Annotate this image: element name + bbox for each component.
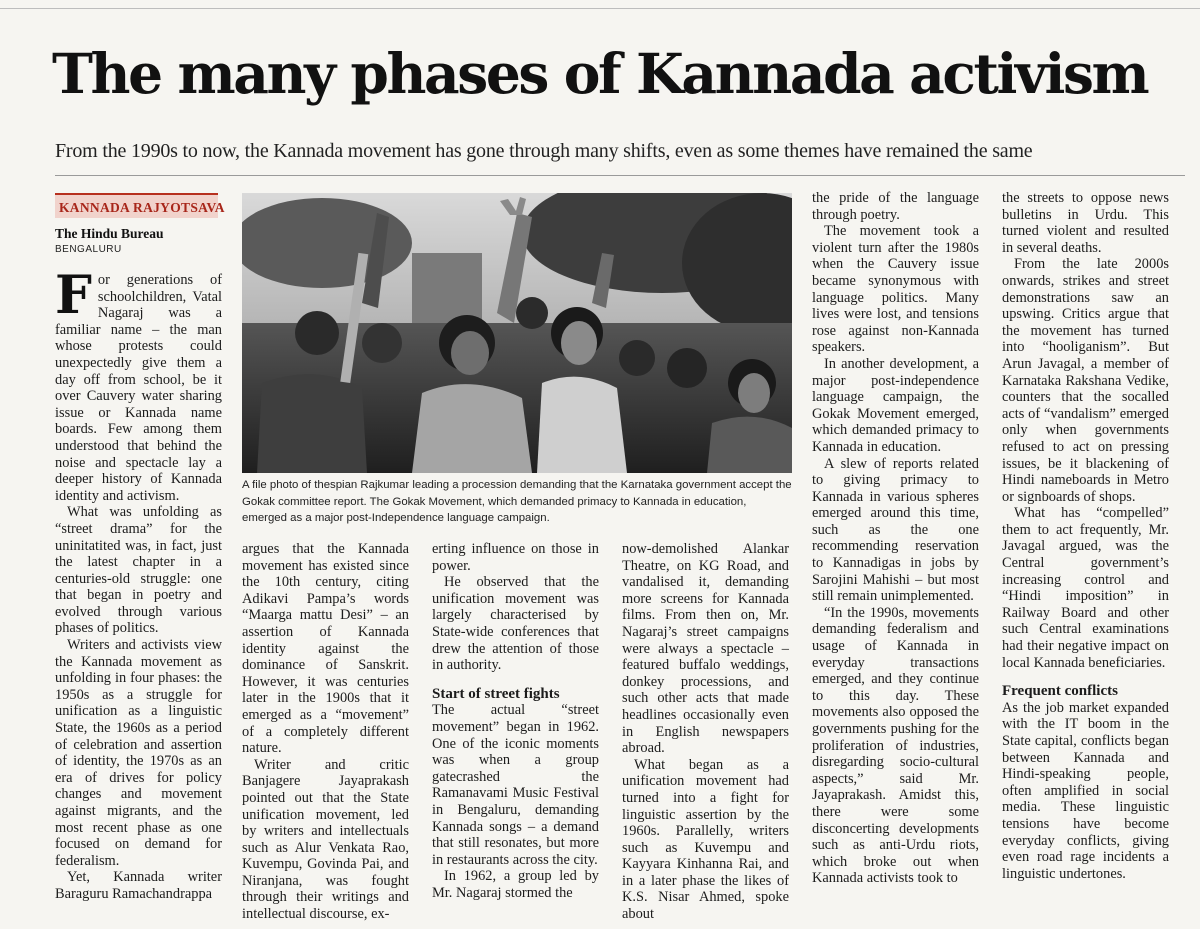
byline: The Hindu Bureau	[55, 226, 164, 241]
photo-caption: A file photo of thespian Rajkumar leading a procession demanding that the Karnataka government accept the Gokak committee report. The Gokak Movement, which demanded primacy to Kannada in education, emerged as a major post-Independence language campaign.	[242, 479, 792, 525]
paragraph: argues that the Kannada movement has existed since the 10th century, citing Adikavi Pampa’s words “Maarga mattu Desi” – an assertion of Kannada identity against the dominance of Sanskrit. However, it was centuries later in the 1900s that it emerged as a “movement” of a completely different nature.	[242, 541, 409, 757]
column-2	[242, 541, 409, 923]
paragraph: As the job market expanded with the IT boom in the State capital, conflicts began between Kannada and Hindi-speaking people, often amplified in social media. These linguistic tensions have become everyday conflicts, giving even road rage incidents a linguistic undertones.	[1002, 699, 1169, 882]
column-4	[622, 541, 789, 923]
paragraph: now-demolished Alankar Theatre, on KG Road, and vandalised it, demanding more screens for Kannada films. From then on, Mr. Nagaraj’s street campaigns were always a spectacle – featured buffalo weddings, donkey processions, and such other acts that made headlines occasionally even in English newspapers abroad.	[622, 541, 789, 757]
column-5	[812, 190, 979, 887]
paragraph: “In the 1990s, movements demanding federalism and usage of Kannada in everyday transactions emerged, and they continue to this day. These movements also opposed the governments pushing for the proliferation of industries, disregarding socio-cultural aspects,” said Mr. Jayaprakash. Amidst this, there were some disconcerting developments such as anti-Urdu riots, which broke out when Kannada activists took to	[812, 604, 979, 887]
paragraph: The movement took a violent turn after the 1980s when the Cauvery issue became synonymous with language politics. Many lives were lost, and tensions rose against non-Kannada speakers.	[812, 223, 979, 356]
lead-paragraph	[55, 265, 222, 504]
lead-text: or generations of schoolchildren, Vatal Nagaraj was a familiar name – the man whose protests could unexpectedly give them a day off from school, be it over Cauvery water sharing issue or Kannada name boards. Few among them understood that behind the noise and spectacle lay a deeper history of Kannada identity and activism.	[55, 272, 222, 504]
paragraph: The actual “street movement” began in 1962. One of the iconic moments was when a group gatecrashed the Ramanavami Music Festival in Bengaluru, demanding Kannada songs – a demand that still resonates, but more in restaurants across the city.	[432, 702, 599, 868]
column-1	[55, 265, 222, 903]
section-kicker: KANNADA RAJYOTSAVA	[55, 193, 218, 218]
dropcap: F	[55, 265, 92, 326]
news-photo	[242, 193, 792, 473]
paragraph: Yet, Kannada writer Baraguru Ramachandrappa	[55, 869, 222, 902]
subheading: Frequent conflicts	[1002, 683, 1118, 700]
paragraph: What was unfolding as “street drama” for the uninitatited was, in fact, just the latest chapter in a centuries-old struggle: one that began in poetry and evolved through various phases of politics.	[55, 504, 222, 637]
protest-photo-illustration	[242, 193, 792, 473]
paragraph: What has “compelled” them to act frequently, Mr. Javagal argued, was the Central government’s increasing control and “Hindi imposition” in Railway Board and other such Central examinations had their negative impact on local Kannada beneficiaries.	[1002, 505, 1169, 671]
dateline: BENGALURU	[55, 244, 122, 255]
top-rule	[0, 8, 1200, 9]
column-3	[432, 541, 599, 901]
paragraph: Writer and critic Banjagere Jayaprakash pointed out that the State unification movement, led by writers and intellectuals such as Alur Venkata Rao, Kuvempu, Govinda Pai, and Niranjana, was fought through their writings and intellectual discourse, ex-	[242, 756, 409, 923]
paragraph: In 1962, a group led by Mr. Nagaraj stormed the	[432, 868, 599, 901]
headline: The many phases of Kannada activism	[52, 41, 1148, 106]
paragraph: the pride of the language through poetry.	[812, 190, 979, 223]
paragraph: the streets to oppose news bulletins in Urdu. This turned violent and resulted in several deaths.	[1002, 190, 1169, 256]
deck: From the 1990s to now, the Kannada movement has gone through many shifts, even as some themes have remained the same	[55, 140, 1033, 162]
paragraph: erting influence on those in power.	[432, 541, 599, 574]
paragraph: He observed that the unification movement was largely characterised by State-wide conferences that drew the attention of those in authority.	[432, 574, 599, 674]
paragraph: A slew of reports related to giving primacy to Kannada in various spheres emerged around this time, such as the one recommending reservation to Kannadigas in jobs by Sarojini Mahishi – but most still remain unimplemented.	[812, 455, 979, 605]
paragraph: What began as a unification movement had turned into a fight for linguistic assertion by the 1960s. Parallelly, writers such as Kuvempu and Kayyara Kinhanna Rai, and in a later phase the likes of K.S. Nisar Ahmed, spoke about	[622, 756, 789, 923]
paragraph: From the late 2000s onwards, strikes and street demonstrations saw an upswing. Critics argue that the movement has turned into “hooliganism”. But Arun Javagal, a member of Karnataka Rakshana Vedike, counters that the socalled acts of “vandalism” emerged only when governments refused to act on pressing issues, be it blackening of Hindi nameboards in Metro or signboards of shops.	[1002, 256, 1169, 505]
paragraph: In another development, a major post-independence language campaign, the Gokak Movement emerged, which demanded primacy to Kannada in education.	[812, 355, 979, 455]
subheading: Start of street fights	[432, 685, 560, 702]
paragraph: Writers and activists view the Kannada movement as unfolding in four phases: the 1950s as a struggle for unification as a linguistic State, the 1960s as a period of celebration and assertion of identity, the 1970s as an era of drives for policy changes and movement against migrants, and the most recent phase as one focused on demand for federalism.	[55, 637, 222, 869]
column-6	[1002, 190, 1169, 882]
deck-rule	[55, 175, 1185, 176]
